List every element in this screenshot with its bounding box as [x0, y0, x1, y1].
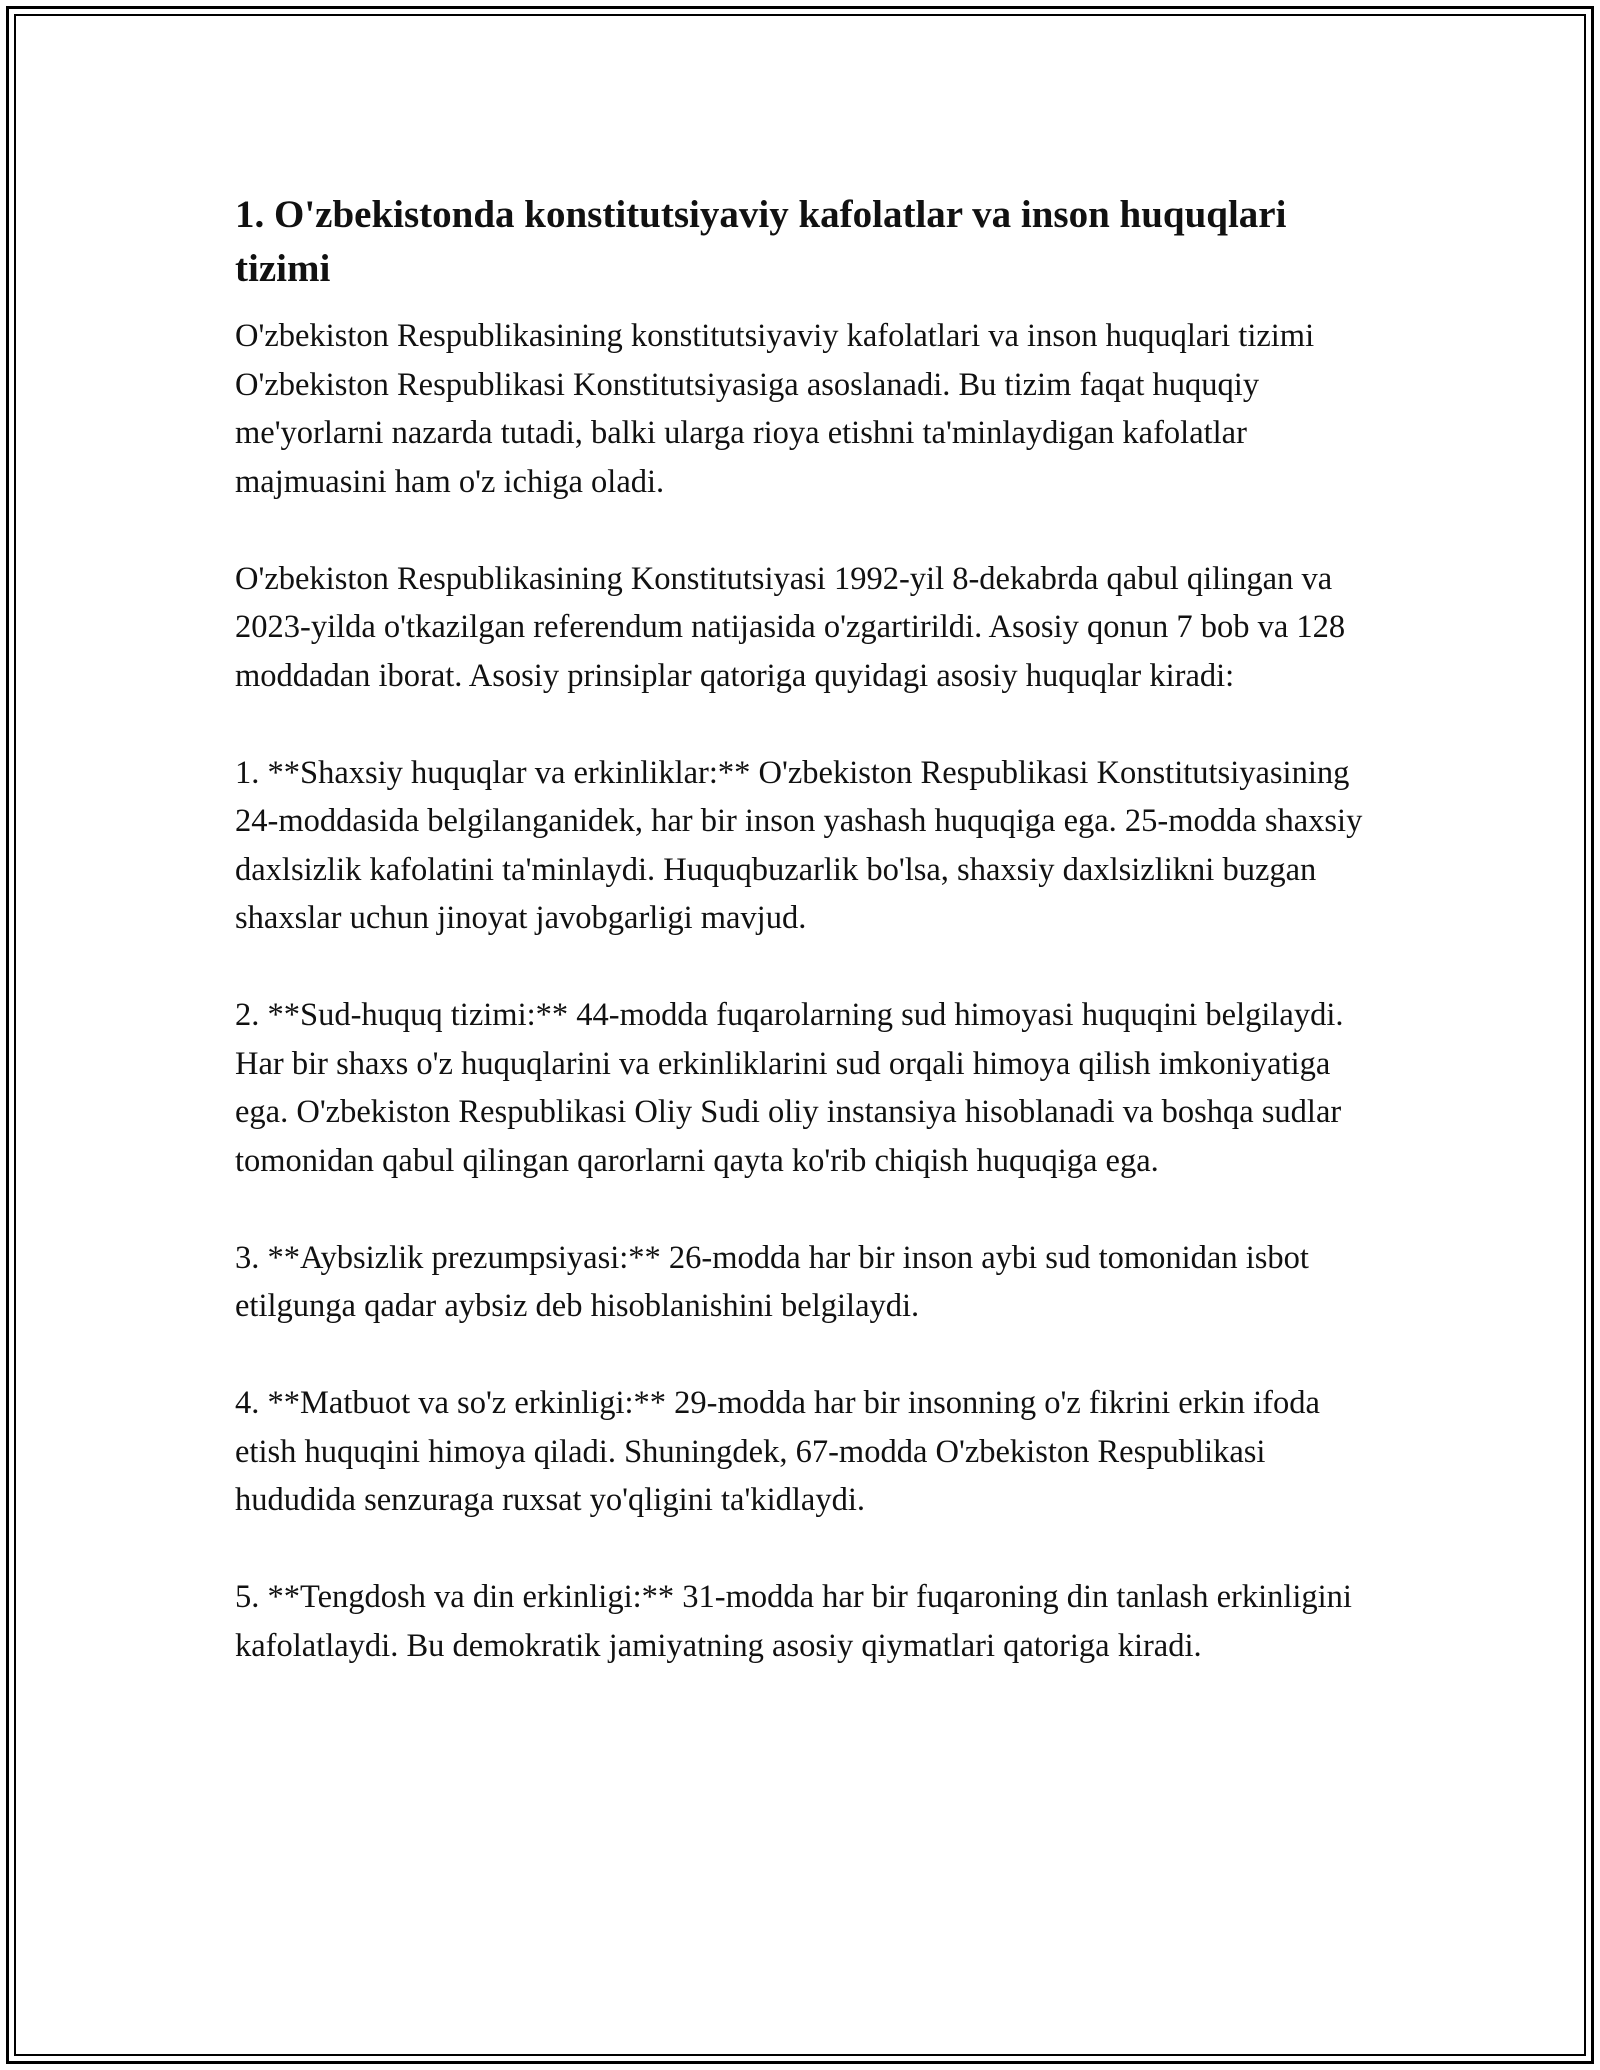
paragraph-intro: O'zbekiston Respublikasining konstitutsiyaviy kafolatlari va inson huquqlari tizimi O'zbekiston Respublikasi Konstitutsiyasiga asoslanadi. Bu tizim faqat huquqiy me'yorlarni nazarda tutadi, balki ularga rioya etishni ta'minlaydigan kafolatlar majmuasini ham o'z ichiga oladi.	[235, 318, 1315, 500]
document-body	[235, 188, 1375, 1719]
document-title: 1. O'zbekistonda konstitutsiyaviy kafolatlar va inson huquqlari tizimi	[235, 193, 1287, 290]
paragraph-constitution: O'zbekiston Respublikasining Konstitutsiyasi 1992-yil 8-dekabrda qabul qilingan va 2023-yilda o'tkazilgan referendum natijasida o'zgartirildi. Asosiy qonun 7 bob va 128 moddadan iborat. Asosiy prinsiplar qatoriga quyidagi asosiy huquqlar kiradi:	[235, 560, 1346, 694]
list-item-judicial-system: 2. **Sud-huquq tizimi:** 44-modda fuqarolarning sud himoyasi huquqini belgilaydi. Har bir shaxs o'z huquqlarini va erkinliklarini sud orqali himoya qilish imkoniyatiga ega. O'zbekiston Respublikasi Oliy Sudi oliy instansiya hisoblanadi va boshqa sudlar tomonidan qabul qilingan qarorlarni qayta ko'rib chiqish huquqiga ega.	[235, 997, 1344, 1179]
list-item-religious-freedom: 5. **Tengdosh va din erkinligi:** 31-modda har bir fuqaroning din tanlash erkinligini kafolatlaydi. Bu demokratik jamiyatning asosiy qiymatlari qatoriga kiradi.	[235, 1579, 1352, 1664]
list-item-personal-rights: 1. **Shaxsiy huquqlar va erkinliklar:** O'zbekiston Respublikasi Konstitutsiyasining 24-moddasida belgilanganidek, har bir inson yashash huquqiga ega. 25-modda shaxsiy daxlsizlik kafolatini ta'minlaydi. Huquqbuzarlik bo'lsa, shaxsiy daxlsizlikni buzgan shaxslar uchun jinoyat javobgarligi mavjud.	[235, 754, 1363, 936]
list-item-presumption-of-innocence: 3. **Aybsizlik prezumpsiyasi:** 26-modda har bir inson aybi sud tomonidan isbot etilgunga qadar aybsiz deb hisoblanishini belgilaydi.	[235, 1239, 1309, 1324]
list-item-press-freedom: 4. **Matbuot va so'z erkinligi:** 29-modda har bir insonning o'z fikrini erkin ifoda etish huquqini himoya qiladi. Shuningdek, 67-modda O'zbekiston Respublikasi hududida senzuraga ruxsat yo'qligini ta'kidlaydi.	[235, 1385, 1320, 1518]
